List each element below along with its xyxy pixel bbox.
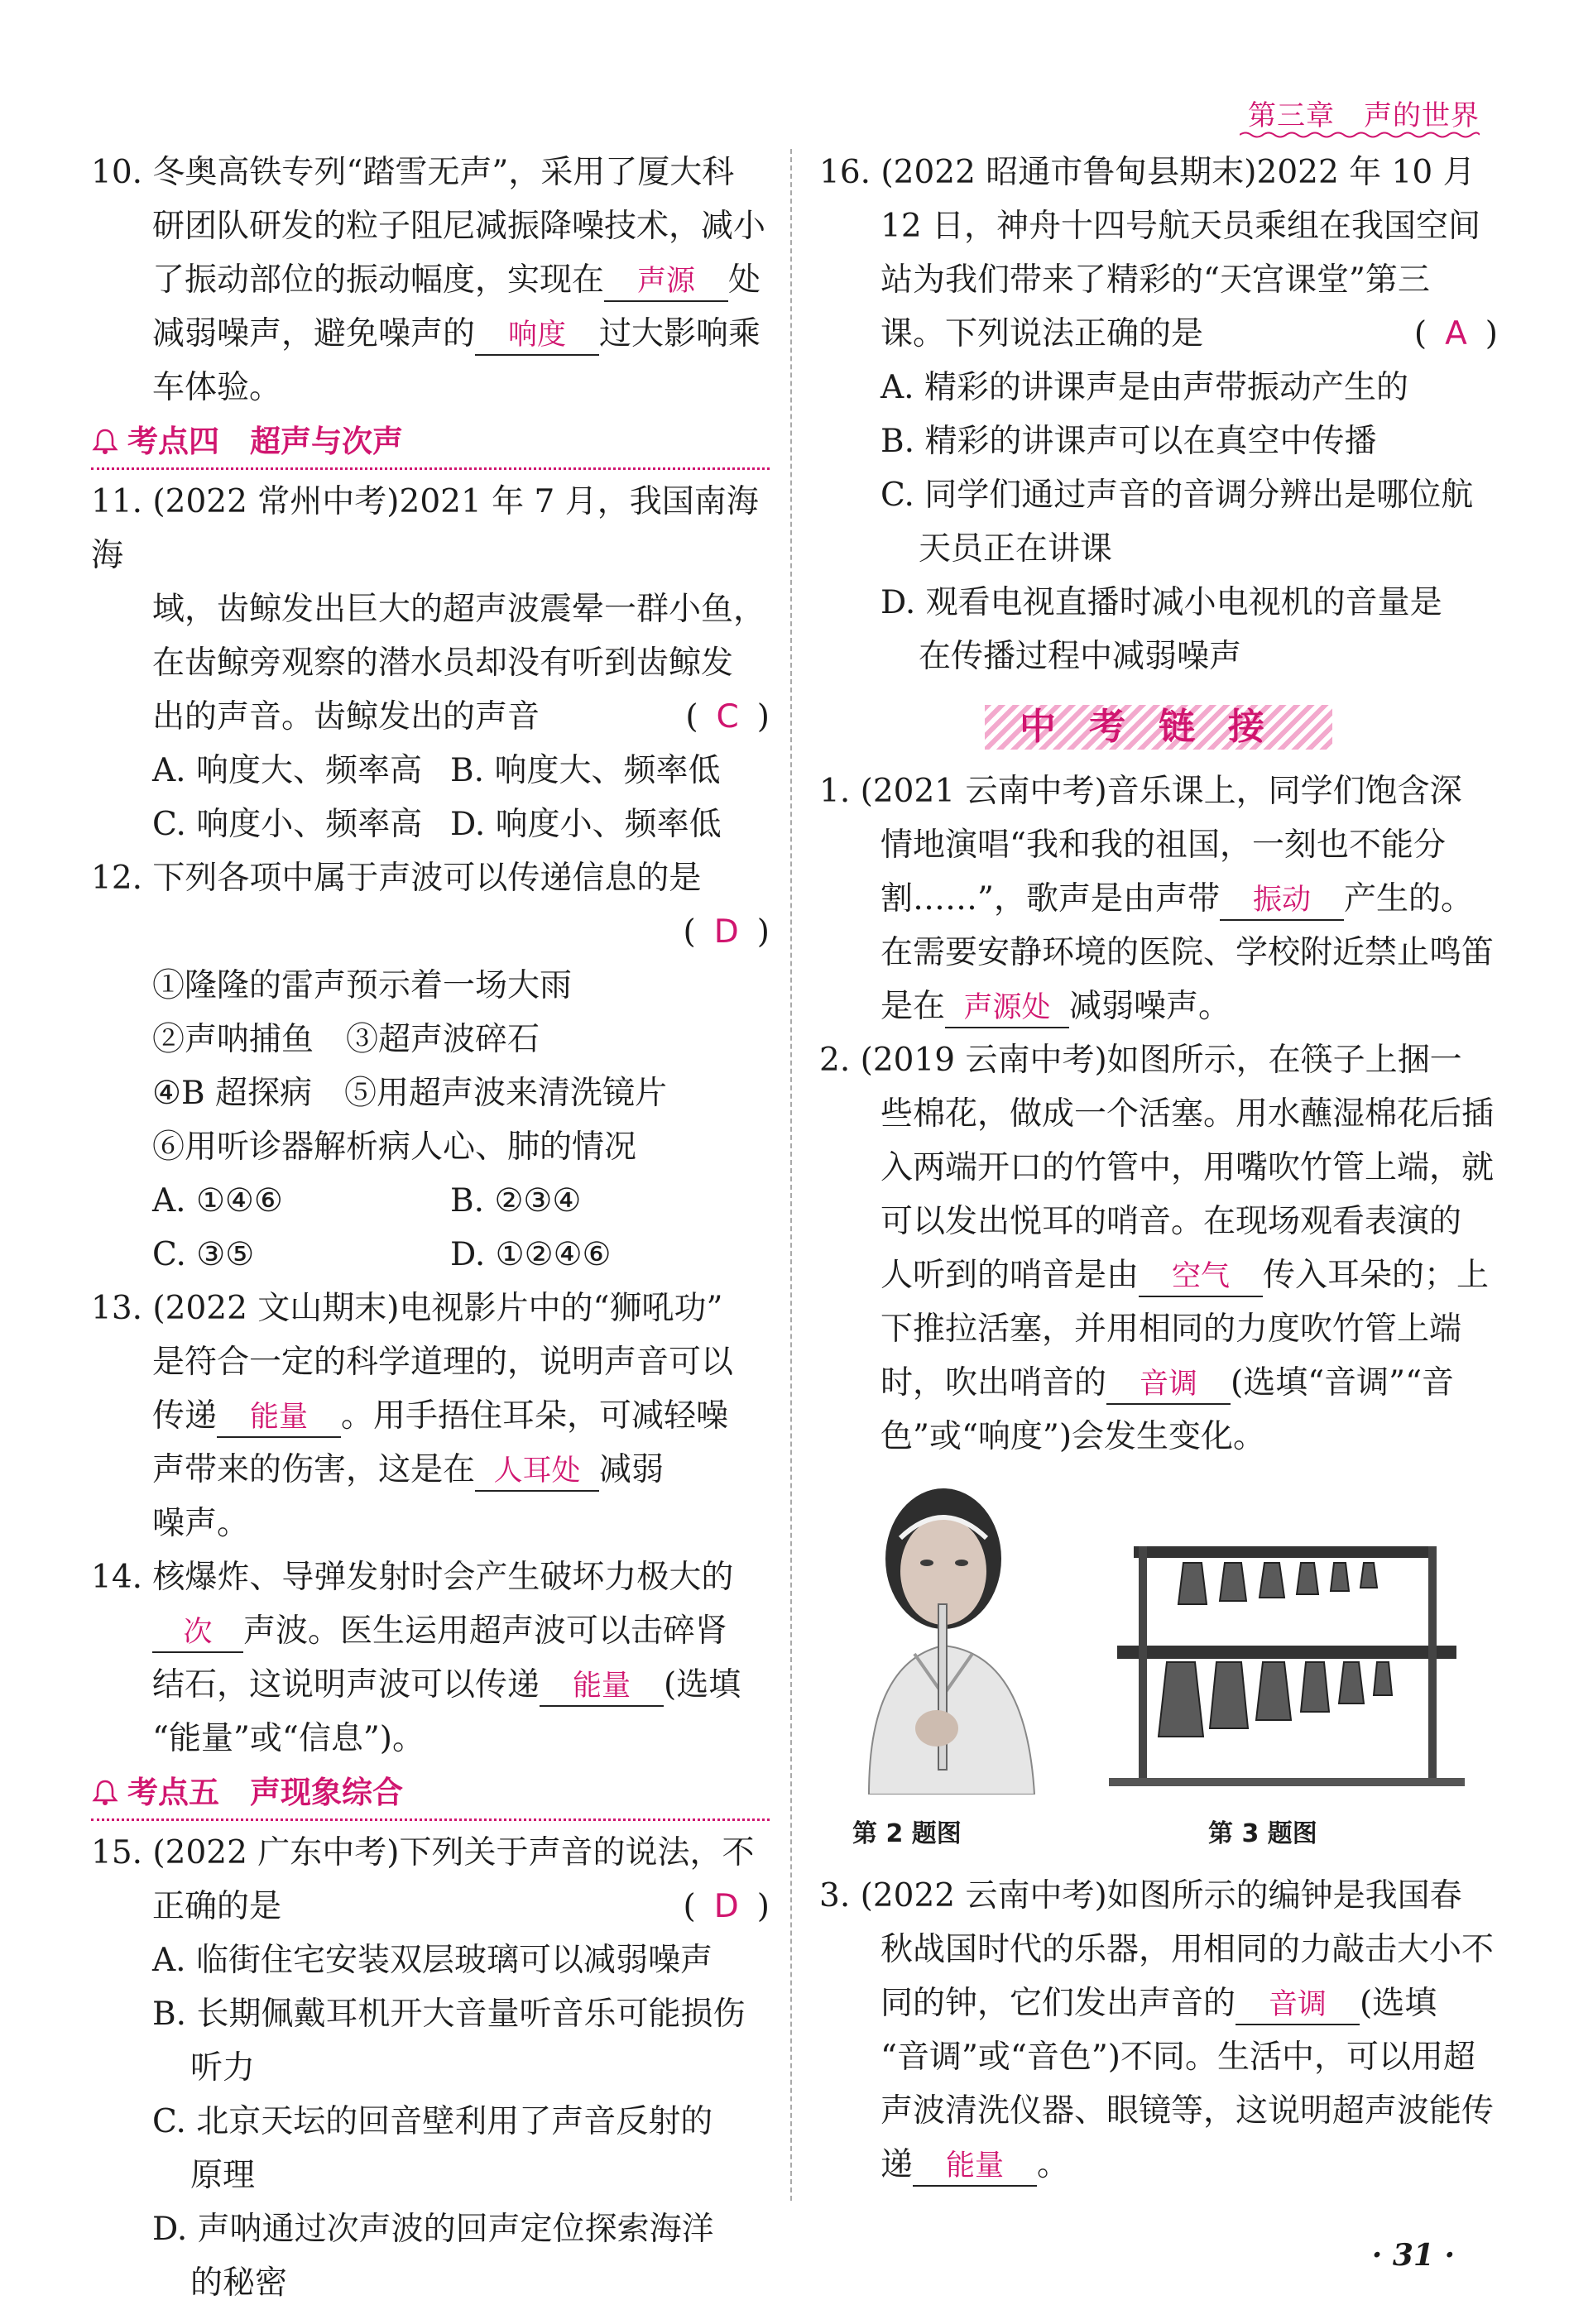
- question-15: 15. (2022 广东中考)下列关于声音的说法，不 正确的是 ( D ) A. 临街住宅安装双层玻璃可以减弱噪声 B. 长期佩戴耳机开大音量听音乐可能损伤 听力 C. 北京天坛的回音壁利用了声音反射的 原理 D. 声呐通过次声波的回声定位探索海洋 的秘密: [91, 1834, 770, 2302]
- left-column: [91, 146, 770, 2310]
- right-column: [819, 146, 1498, 2192]
- answer-blank: 音调: [1236, 1986, 1360, 2025]
- answer-blank: 空气: [1139, 1258, 1263, 1297]
- section-heading: 考点五 声现象综合: [91, 1767, 770, 1821]
- figures: [819, 1472, 1498, 1869]
- figure-3-chime-bells: [1109, 1521, 1465, 1795]
- bell-icon: [91, 1778, 119, 1806]
- page-number: · 31 ·: [1371, 2238, 1455, 2273]
- answer-blank: 能量: [913, 2147, 1037, 2187]
- answer-blank: 声源处: [945, 989, 1069, 1028]
- answer-choice: ( D ): [683, 913, 770, 951]
- answer-blank: 声源: [604, 262, 728, 302]
- question-16: 16. (2022 昭通市鲁甸县期末)2022 年 10 月 12 日，神舟十四号航天员乘组在我国空间 站为我们带来了精彩的“天宫课堂”第三 课。下列说法正确的是 ( A ) A. 精彩的讲课声是由声带振动产生的 B. 精彩的讲课声可以在真空中传播 C. 同学们通过声音的音调分辨出是哪位航 天员正在讲课 D. 观看电视直播时减小电视机的音量是 在传播过程中减弱噪声: [819, 154, 1498, 675]
- question-13: 13. (2022 文山期末)电视影片中的“狮吼功” 是符合一定的科学道理的，说明声音可以 传递 能量 。用手捂住耳朵，可减轻噪 声带来的伤害，这是在 人耳处 减弱 噪声。: [91, 1290, 734, 1542]
- answer-blank: 能量: [217, 1398, 341, 1438]
- figure-2-caption: 第 2 题图: [852, 1819, 962, 1848]
- answer-choice: ( D ): [683, 1888, 770, 1925]
- answer-blank: 次: [152, 1613, 243, 1653]
- answer-blank: 能量: [540, 1667, 664, 1707]
- exam-link-banner: 中考链接: [985, 702, 1332, 753]
- answer-blank: 人耳处: [475, 1452, 599, 1492]
- chapter-header: 第三章 声的世界: [1248, 99, 1480, 132]
- answer-blank: 响度: [475, 316, 599, 356]
- question-10: 10. 冬奥高铁专列“踏雪无声”，采用了厦大科 研团队研发的粒子阻尼减振降噪技术，减小 了振动部位的振动幅度，实现在 声源 处 减弱噪声，避免噪声的 响度 过大影响乘 车体验。: [91, 154, 766, 406]
- question-14: 14. 核爆炸、导弹发射时会产生破坏力极大的 次 声波。医生运用超声波可以击碎肾 结石，这说明声波可以传递 能量 (选填 “能量”或“信息”)。: [91, 1559, 741, 1757]
- column-divider: [790, 149, 792, 2201]
- question-11: 11. (2022 常州中考)2021 年 7 月，我国南海海 域，齿鲸发出巨大的超声波震晕一群小鱼， 在齿鲸旁观察的潜水员却没有听到齿鲸发 出的声音。齿鲸发出的声音 ( C ) A. 响度大、频率高 B. 响度大、频率低 C. 响度小、频率高 D. 响度小、频率低: [91, 483, 770, 843]
- header-wave-decoration: [1240, 131, 1480, 139]
- answer-blank: 振动: [1220, 881, 1344, 921]
- answer-choice: ( C ): [685, 698, 770, 736]
- answer-choice: ( A ): [1413, 315, 1498, 352]
- section-heading: 考点四 超声与次声: [91, 416, 770, 470]
- figure-2-girl-playing-pipe: [836, 1480, 1068, 1795]
- exam-question-3: 3. (2022 云南中考)如图所示的编钟是我国春 秋战国时代的乐器，用相同的力敲击大小不 同的钟，它们发出声音的 音调 (选填 “音调”或“音色”)不同。生活中，可以用超 声波清洗仪器、眼镜等，这说明超声波能传 递 能量 。: [819, 1869, 1498, 2192]
- answer-blank: 音调: [1106, 1365, 1231, 1405]
- figure-3-caption: 第 3 题图: [1208, 1819, 1317, 1848]
- question-12: 12. 下列各项中属于声波可以传递信息的是 ( D ) ①隆隆的雷声预示着一场大雨 ②声呐捕鱼 ③超声波碎石 ④B 超探病 ⑤用超声波来清洗镜片 ⑥用听诊器解析病人心、肺的情况 A. ①④⑥ B. ②③④ C. ③⑤ D. ①②④⑥: [91, 860, 770, 1273]
- bell-icon: [91, 427, 119, 455]
- exam-question-2: 2. (2019 云南中考)如图所示，在筷子上捆一 些棉花，做成一个活塞。用水蘸湿棉花后插 入两端开口的竹管中，用嘴吹竹管上端，就 可以发出悦耳的哨音。在现场观看表演的 人听到的哨音是由 空气 传入耳朵的；上 下推拉活塞，并用相同的力度吹竹管上端 时，吹出哨音的 音调 (选填“音调”“音 色”或“响度”)会发生变化。: [819, 1042, 1495, 1455]
- exam-question-1: 1. (2021 云南中考)音乐课上，同学们饱含深 情地演唱“我和我的祖国，一刻也不能分 割……”，歌声是由声带 振动 产生的。 在需要安静环境的医院、学校附近禁止鸣笛 是在 声源处 减弱噪声。: [819, 764, 1498, 1033]
